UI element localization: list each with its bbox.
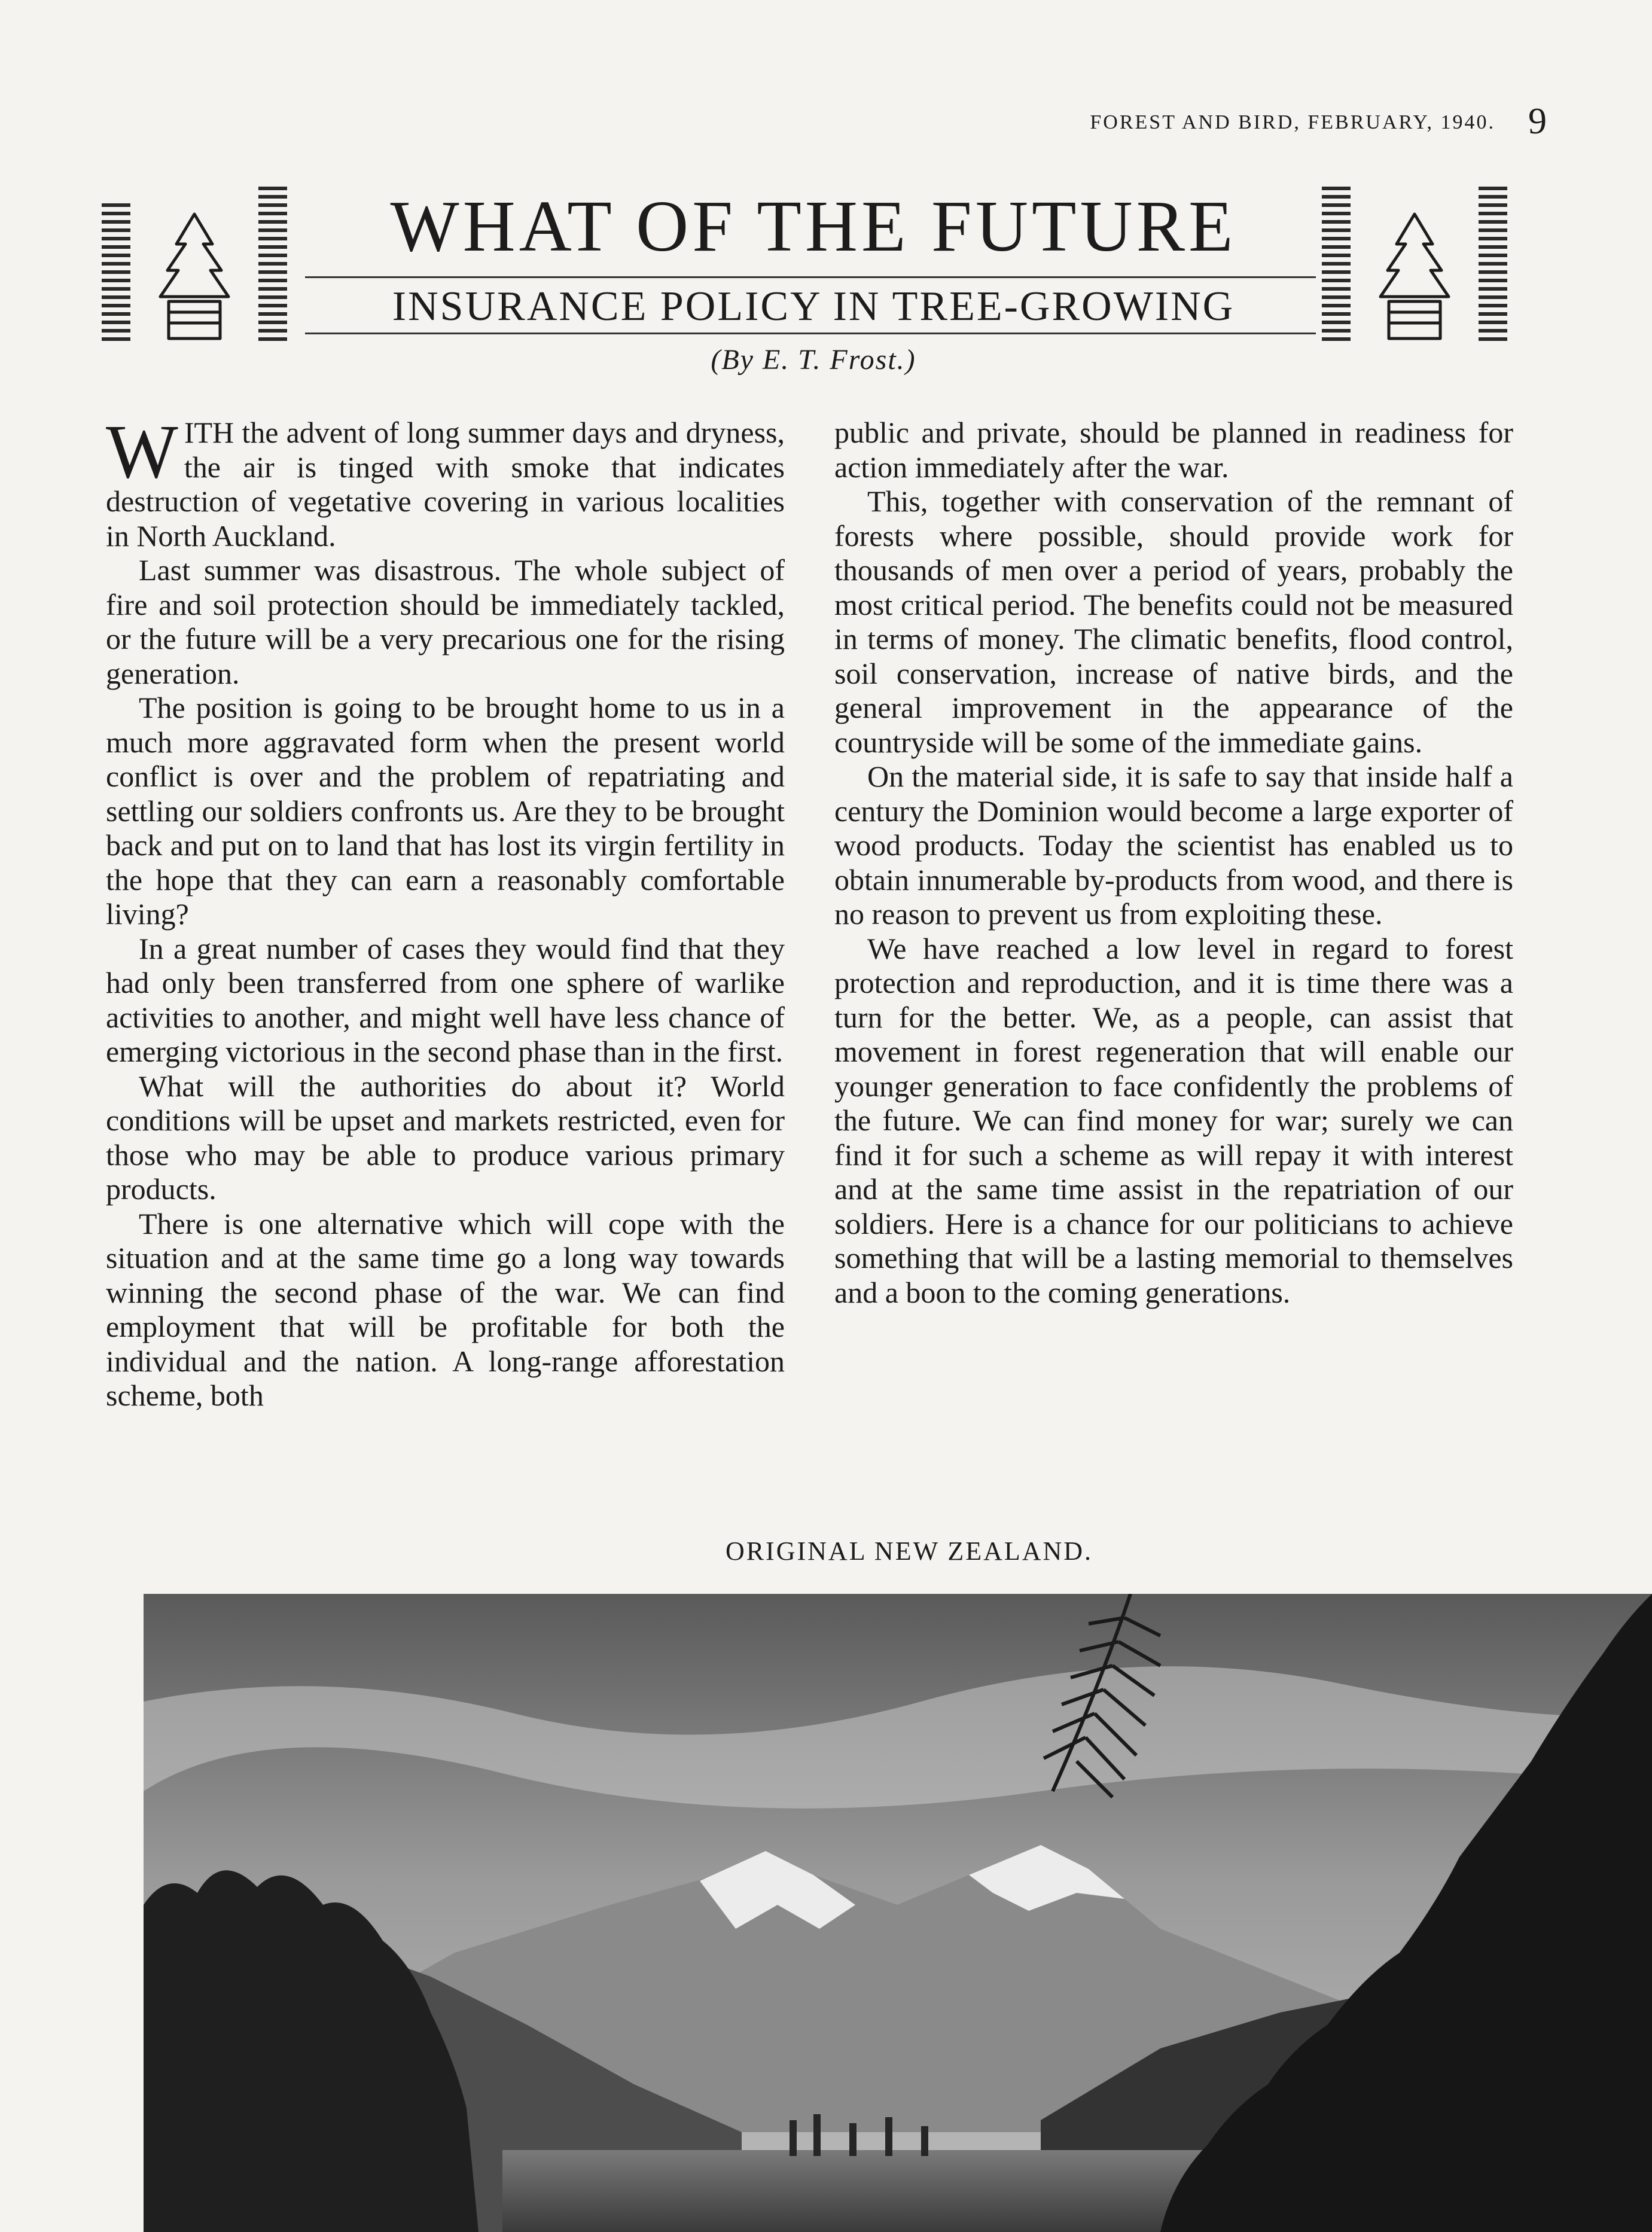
paragraph: public and private, should be planned in readiness for action immediately after the war. bbox=[834, 416, 1513, 484]
potted-tree-ornament-left bbox=[102, 179, 299, 347]
striped-pillar-left bbox=[1322, 187, 1351, 341]
title-rule-top bbox=[305, 276, 1316, 278]
paragraph: In a great number of cases they would find that they had only been transferred from one sphere of warlike activities to another, and might well have less chance of emerging victorious in the second phase than in the first. bbox=[106, 931, 785, 1068]
landscape-photo bbox=[144, 1594, 1652, 2232]
byline: (By E. T. Frost.) bbox=[711, 344, 916, 376]
right-column bbox=[834, 416, 1513, 1310]
paragraph: On the material side, it is safe to say that inside half a century the Dominion would become a large exporter of wood products. Today the scientist has enabled us to obtain innumerable by-products from wood, and there is no reason to prevent us from exploiting these. bbox=[834, 760, 1513, 931]
paragraph-text: ITH the advent of long summer days and dryness, the air is tinged with smoke that indicates destruction of vegetative covering in various localities in North Auckland. bbox=[106, 416, 785, 553]
page-number: 9 bbox=[1528, 101, 1547, 142]
paragraph bbox=[106, 409, 785, 553]
lake bbox=[502, 2150, 1280, 2232]
title-rule-bottom bbox=[305, 333, 1316, 334]
paragraph: What will the authorities do about it? World conditions will be upset and markets restricted, even for those who may be able to produce various primary products. bbox=[106, 1069, 785, 1206]
drop-cap: W bbox=[106, 409, 178, 494]
landscape-illustration bbox=[144, 1594, 1652, 2232]
tree-icon bbox=[1380, 214, 1449, 339]
paragraph: There is one alternative which will cope with the situation and at the same time go a long way towards winning the second phase of the war. We can find employment that will be profitable for both the individual and the nation. A long-range afforestation scheme, both bbox=[106, 1206, 785, 1412]
left-column bbox=[106, 409, 785, 1413]
tree-icon bbox=[160, 214, 228, 339]
paragraph: The position is going to be brought home to us in a much more aggravated form when the present world conflict is over and the problem of repatriating and settling our soldiers confronts us. Are they to be brought back and put on to land that has lost its virgin fertility in the hope that they can earn a reasonably comfortable living? bbox=[106, 691, 785, 931]
striped-pillar-left bbox=[102, 203, 130, 341]
striped-pillar-right bbox=[1479, 187, 1507, 341]
article-subtitle: INSURANCE POLICY IN TREE-GROWING bbox=[392, 283, 1235, 330]
photo-caption: ORIGINAL NEW ZEALAND. bbox=[725, 1536, 1093, 1566]
paragraph: This, together with conservation of the remnant of forests where possible, should provide work for thousands of men over a period of years, probably the most critical period. The benefits could not be measured in terms of money. The climatic benefits, flood control, soil conservation, increase of native birds, and the general improvement in the appearance of the countryside will be some of the immediate gains. bbox=[834, 484, 1513, 759]
article-title: WHAT OF THE FUTURE bbox=[390, 186, 1237, 267]
running-head: FOREST AND BIRD, FEBRUARY, 1940. bbox=[1090, 111, 1495, 133]
paragraph: Last summer was disastrous. The whole subject of fire and soil protection should be immediately tackled, or the future will be a very precarious one for the rising generation. bbox=[106, 553, 785, 690]
paragraph: We have reached a low level in regard to forest protection and reproduction, and it is time there was a turn for the better. We, as a people, can assist that movement in forest regeneration that will enable our younger generation to face confidently the problems of the future. We can find money for war; surely we can find it for such a scheme as will repay it with interest and at the same time assist in the repatriation of our soldiers. Here is a chance for our politicians to achieve something that will be a lasting memorial to themselves and a boon to the coming generations. bbox=[834, 931, 1513, 1309]
potted-tree-ornament-right bbox=[1310, 179, 1507, 347]
striped-pillar-right bbox=[258, 187, 287, 341]
